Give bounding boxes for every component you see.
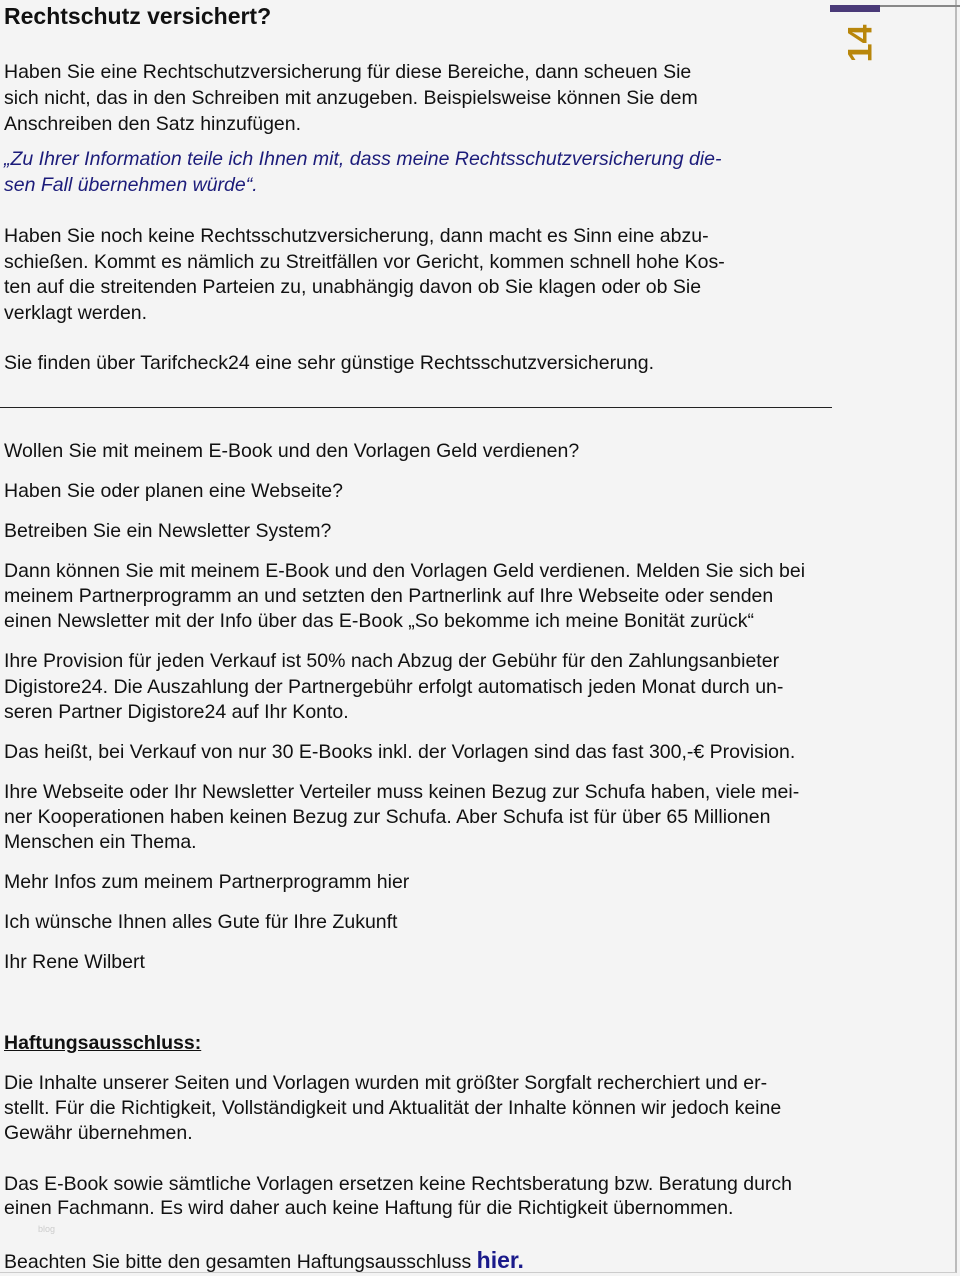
text-line <box>4 675 783 699</box>
line-text: Betreiben Sie ein Newsletter System? <box>4 520 332 542</box>
text-line <box>4 275 701 299</box>
text-line <box>4 649 779 673</box>
line-text: Haben Sie oder planen eine Webseite? <box>4 480 343 502</box>
line-text: Ich wünsche Ihnen alles Gute für Ihre Zukunft <box>4 911 398 933</box>
text-line <box>4 1071 767 1095</box>
text-line <box>4 479 343 503</box>
line-text: verklagt werden. <box>4 302 148 324</box>
line-text: Haftungsausschluss: <box>4 1032 202 1054</box>
text-line <box>4 910 397 934</box>
line-text: sen Fall übernehmen würde“. <box>4 174 258 196</box>
text-line <box>4 301 147 325</box>
line-text: meinem Partnerprogramm an und setzten den Partnerlink auf Ihre Webseite oder senden <box>4 585 774 607</box>
text-line <box>4 740 795 764</box>
text-line <box>4 830 197 854</box>
text-line <box>4 250 725 274</box>
page-accent-bar <box>830 5 880 12</box>
watermark: blog <box>38 1224 56 1234</box>
line-text: Ihre Provision für jeden Verkauf ist 50% nach Abzug der Gebühr für den Zahlungsanbieter <box>4 650 780 672</box>
line-text: Haben Sie noch keine Rechtsschutzversicherung, dann macht es Sinn eine abzu- <box>4 225 709 247</box>
line-text: Das E-Book sowie sämtliche Vorlagen ersetzen keine Rechtsberatung bzw. Beratung durch <box>4 1173 793 1195</box>
line-text: Das heißt, bei Verkauf von nur 30 E-Books inkl. der Vorlagen sind das fast 300,-€ Provision. <box>4 741 796 763</box>
text-line <box>4 147 721 171</box>
line-text: Ihre Webseite oder Ihr Newsletter Verteiler muss keinen Bezug zur Schufa haben, viele mei- <box>4 781 800 803</box>
text-line <box>4 1172 792 1196</box>
text-line <box>4 351 654 375</box>
line-text: Die Inhalte unserer Seiten und Vorlagen wurden mit größter Sorgfalt recherchiert und er- <box>4 1072 768 1094</box>
text-line <box>4 780 799 804</box>
text-line <box>4 1248 524 1274</box>
line-text: Anschreiben den Satz hinzufügen. <box>4 113 302 135</box>
text-line <box>4 559 805 583</box>
text-line <box>4 1096 781 1120</box>
text-line <box>4 112 301 136</box>
text-line <box>4 439 579 463</box>
text-line <box>4 519 331 543</box>
line-text: ner Kooperationen haben keinen Bezug zur Schufa. Aber Schufa ist für über 65 Millionen <box>4 806 771 828</box>
page-number: 14 <box>841 24 880 63</box>
line-text: Beachten Sie bitte den gesamten Haftungsausschluss <box>4 1251 477 1273</box>
text-line <box>4 805 770 829</box>
text-line <box>4 950 145 974</box>
line-text: Dann können Sie mit meinem E-Book und den Vorlagen Geld verdienen. Melden Sie sich bei <box>4 560 806 582</box>
text-line <box>4 609 754 633</box>
text-line <box>4 700 349 724</box>
line-text: einen Fachmann. Es wird daher auch keine Haftung für die Richtigkeit übernommen. <box>4 1197 734 1219</box>
line-text: stellt. Für die Richtigkeit, Vollständigkeit und Aktualität der Inhalte können wir jedoch keine <box>4 1097 782 1119</box>
line-text: sich nicht, das in den Schreiben mit anzugeben. Beispielsweise können Sie dem <box>4 87 698 109</box>
text-line <box>4 173 258 197</box>
text-line <box>4 584 773 608</box>
text-line <box>4 1121 193 1145</box>
line-text: ten auf die streitenden Parteien zu, unabhängig davon ob Sie klagen oder ob Sie <box>4 276 702 298</box>
line-text: Ihr Rene Wilbert <box>4 951 145 973</box>
line-text: Digistore24. Die Auszahlung der Partnergebühr erfolgt automatisch jeden Monat durch un- <box>4 676 784 698</box>
line-text: Gewähr übernehmen. <box>4 1122 193 1144</box>
line-text: Sie finden über Tarifcheck24 eine sehr günstige Rechtsschutzversicherung. <box>4 352 655 374</box>
line-text: schießen. Kommt es nämlich zu Streitfällen vor Gericht, kommen schnell hohe Kos- <box>4 251 725 273</box>
line-text: Mehr Infos zum meinem Partnerprogramm hier <box>4 871 410 893</box>
text-line <box>4 60 691 84</box>
line-text: Menschen ein Thema. <box>4 831 197 853</box>
line-text: Haben Sie eine Rechtschutzversicherung für diese Bereiche, dann scheuen Sie <box>4 61 692 83</box>
section-title: Rechtschutz versichert? <box>4 3 272 29</box>
text-line <box>4 1196 733 1220</box>
text-line <box>4 224 709 248</box>
line-text: „Zu Ihrer Information teile ich Ihnen mit, dass meine Rechtsschutzversicherung die- <box>4 148 722 170</box>
line-text: seren Partner Digistore24 auf Ihr Konto. <box>4 701 349 723</box>
line-text: Wollen Sie mit meinem E-Book und den Vorlagen Geld verdienen? <box>4 440 580 462</box>
text-line <box>4 86 698 110</box>
text-line <box>4 870 409 894</box>
disclaimer-link[interactable]: hier. <box>476 1247 524 1273</box>
line-text: einen Newsletter mit der Info über das E-Book „So bekomme ich meine Bonität zurück“ <box>4 610 755 632</box>
disclaimer-heading <box>4 1031 201 1055</box>
divider <box>0 407 832 408</box>
